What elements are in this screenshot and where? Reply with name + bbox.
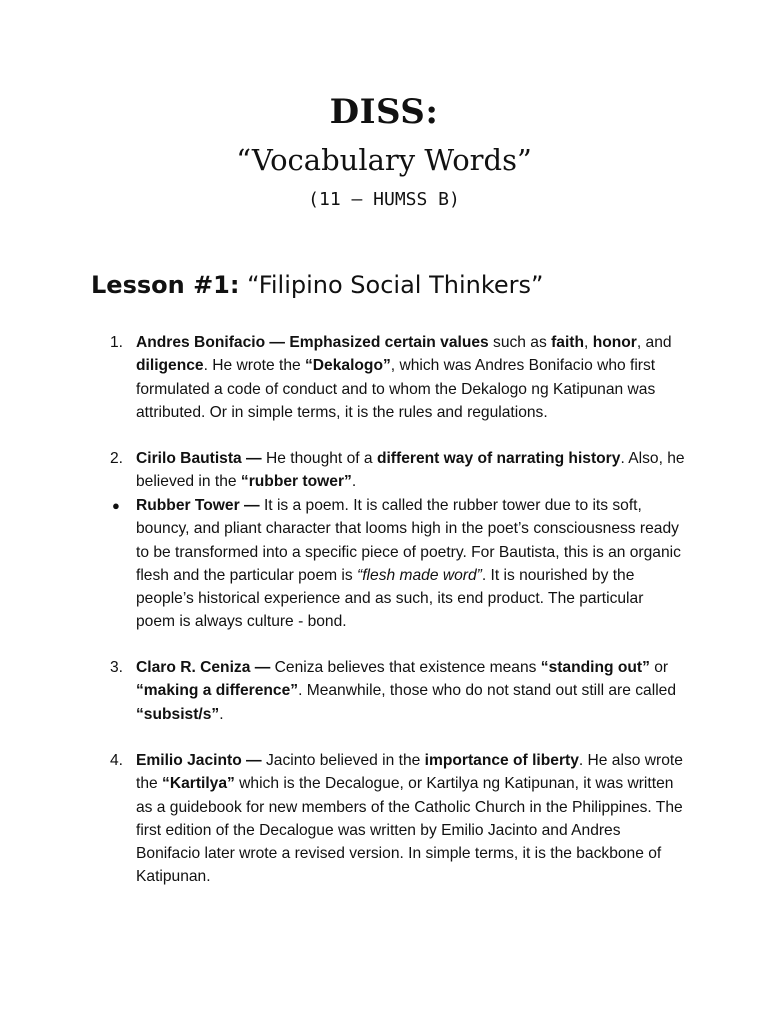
body-text: or [649, 659, 669, 676]
bold-text: faith [551, 334, 585, 351]
list-item-text [136, 450, 685, 490]
list-item-bonifacio [110, 331, 686, 424]
body-text: , and [636, 334, 672, 351]
list-item-text [136, 752, 683, 885]
body-text: Ceniza believes that existence means [270, 659, 541, 676]
list-number: 4. [110, 752, 124, 769]
bold-text: “rubber tower” [240, 473, 352, 491]
bold-text: Andres Bonifacio — Emphasized certain values [136, 334, 489, 351]
list-number: 2. [110, 450, 124, 467]
list-number: 1. [110, 334, 124, 351]
bold-text: “Dekalogo” [305, 357, 391, 375]
body-text: . Meanwhile, those who do not stand out still are called [298, 682, 676, 700]
document-title: DISS: [329, 92, 439, 132]
body-text: . He also wrote the [136, 752, 683, 793]
body-text: , [584, 334, 593, 351]
list-item-ceniza [110, 656, 686, 726]
bold-text: “Kartilya” [162, 775, 235, 793]
list-item-rubber-tower [112, 494, 686, 634]
bullet-icon: ● [112, 498, 120, 513]
body-text: such as [488, 334, 552, 351]
body-text: Jacinto believed in the [261, 752, 425, 769]
lesson-label: Lesson #1: [91, 271, 240, 299]
class-section: (11 — HUMSS B) [308, 189, 460, 210]
body-text: . He wrote the [203, 357, 305, 375]
list-number: 3. [110, 659, 124, 676]
bold-text: Claro R. Ceniza — [136, 659, 271, 676]
list-item-jacinto [110, 749, 686, 889]
bold-text: Cirilo Bautista — [136, 450, 262, 467]
bold-text: honor [592, 334, 637, 351]
body-text: . It is nourished by the people’s historical experience and as such, its end product. The particular poem is always culture - bond. [136, 566, 644, 631]
italic-text: “flesh made word” [357, 566, 482, 584]
document-subtitle: “Vocabulary Words” [236, 143, 532, 177]
body-text: He thought of a [261, 450, 377, 467]
list-item-text [136, 334, 672, 421]
lesson-name: “Filipino Social Thinkers” [239, 271, 544, 299]
list-item-bautista [110, 447, 686, 494]
bold-text: “subsist/s” [136, 705, 220, 723]
bold-text: Rubber Tower — [136, 497, 260, 514]
bold-text: “making a difference” [136, 682, 299, 700]
list-item-text [136, 659, 676, 723]
body-text: . [351, 473, 357, 491]
bold-text: diligence [136, 357, 204, 375]
body-text: . Also, he believed in the [136, 450, 685, 491]
body-text: . [219, 705, 224, 723]
body-text: , which was Andres Bonifacio who first formulated a code of conduct and to whom the Dekalogo ng Katipunan was attributed. Or in simple terms, it is the rules and regulations. [136, 357, 656, 421]
lesson-heading [91, 271, 543, 299]
list-item-text [136, 497, 681, 630]
bold-text: different way of narrating history [376, 450, 621, 467]
bold-text: Emilio Jacinto — [136, 752, 262, 769]
bold-text: “standing out” [540, 659, 650, 676]
body-text: It is a poem. It is called the rubber tower due to its soft, bouncy, and pliant character that looms high in the poet’s consciousness ready to be transformed into a specific piece of poetry. For Bautista, this is an organic flesh and the particular poem is [136, 497, 681, 584]
body-text: which is the Decalogue, or Kartilya ng Katipunan, it was written as a guidebook for new members of the Catholic Church in the Philippines. The first edition of the Decalogue was written by Emilio Jacinto and Andres Bonifacio later wrote a revised version. In simple terms, it is the backbone of Katipunan. [136, 775, 683, 886]
bold-text: importance of liberty [424, 752, 579, 769]
